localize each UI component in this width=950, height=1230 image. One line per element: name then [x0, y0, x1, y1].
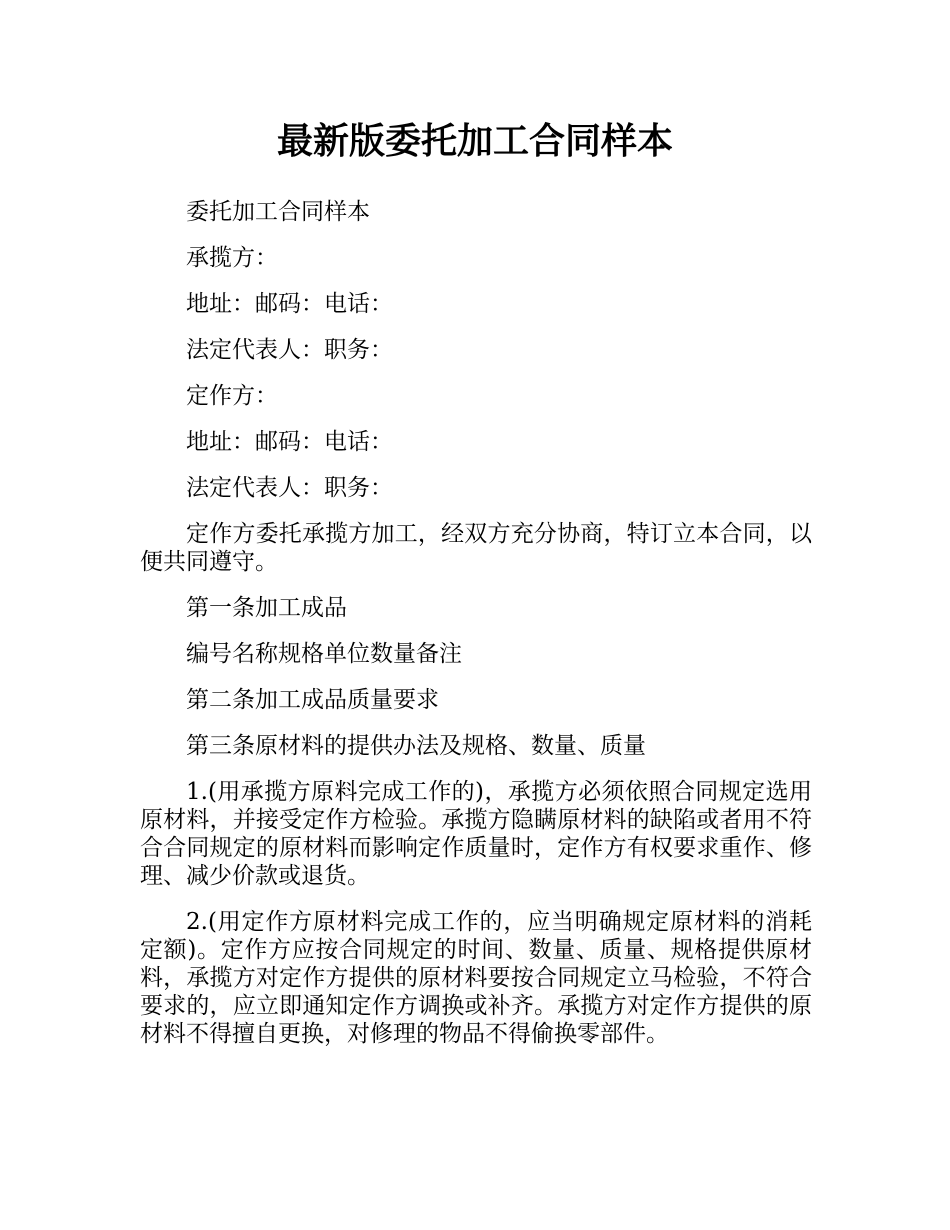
- paragraph-contractor-address: 地址：邮码：电话：: [186, 291, 393, 317]
- paragraph-article-3-item-2: 2.(用定作方原材料完成工作的，应当明确规定原材料的消耗定额)。定作方应按合同规定的时间、数量、质量、规格提供原材料，承揽方对定作方提供的原材料要按合同规定立马检验，不符合要求的，应立即通知定作方调换或补齐。承揽方对定作方提供的原材料不得擅自更换，对修理的物品不得偷换零部件。: [140, 909, 812, 1047]
- paragraph-article-3: 第三条原材料的提供办法及规格、数量、质量: [186, 733, 646, 759]
- paragraph-client-representative: 法定代表人：职务：: [186, 475, 393, 501]
- document-title: 最新版委托加工合同样本: [276, 121, 673, 162]
- paragraph-article-2: 第二条加工成品质量要求: [186, 687, 439, 713]
- document-body: [140, 198, 812, 1066]
- paragraph-client-address: 地址：邮码：电话：: [186, 429, 393, 455]
- paragraph-article-1-fields: 编号名称规格单位数量备注: [186, 641, 462, 667]
- paragraph-article-1: 第一条加工成品: [186, 595, 347, 621]
- paragraph-contractor-label: 承揽方：: [186, 245, 278, 271]
- paragraph-preamble: 定作方委托承揽方加工，经双方充分协商，特订立本合同，以便共同遵守。: [140, 521, 812, 575]
- paragraph-client-label: 定作方：: [186, 383, 278, 409]
- paragraph-article-3-item-1: 1.(用承揽方原料完成工作的)，承揽方必须依照合同规定选用原材料，并接受定作方检验。承揽方隐瞒原材料的缺陷或者用不符合合同规定的原材料而影响定作质量时，定作方有权要求重作、修理、减少价款或退货。: [140, 779, 812, 889]
- paragraph-contractor-representative: 法定代表人：职务：: [186, 337, 393, 363]
- paragraph-subtitle: 委托加工合同样本: [186, 199, 370, 225]
